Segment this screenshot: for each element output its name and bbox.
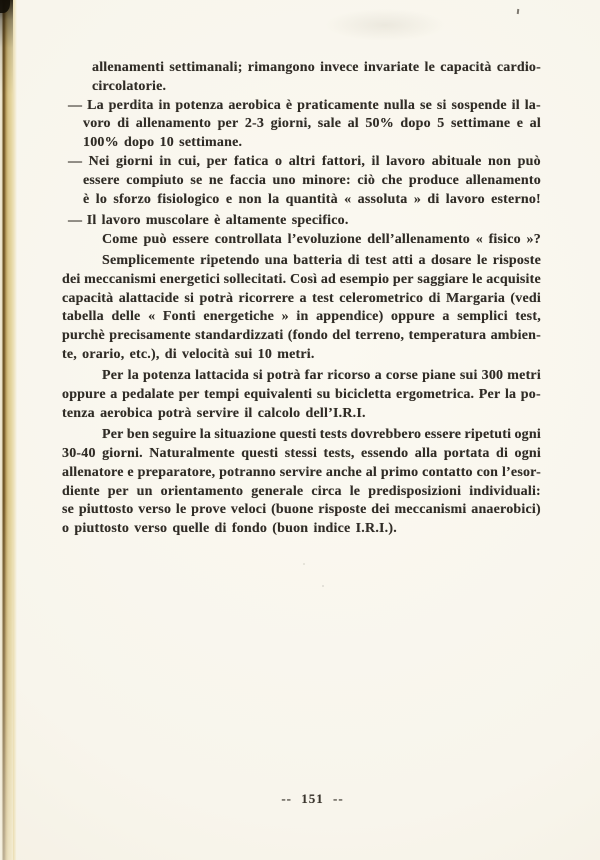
word: metri [507,368,541,384]
word: meccanismi [394,502,467,518]
word: di [347,252,360,268]
word: delle [111,309,141,325]
word: di [428,290,441,306]
word: « [475,231,483,247]
word: a [442,309,450,325]
word: ambien- [490,328,541,344]
word: risposte [492,252,541,268]
line-text: circolatorie. [92,78,167,94]
word: un [136,483,153,499]
word: (buone [271,502,314,518]
word: allenamenti [92,60,165,75]
word: capacità [440,60,492,75]
text-line [62,308,541,327]
word: settimane [450,116,511,132]
word: fatica [233,153,269,169]
word: perdita [108,97,154,113]
word: faccia [229,172,267,188]
word: essere [424,427,462,443]
word: lo [95,191,108,207]
word: sollecitati. [223,271,287,287]
word: sforzo [113,191,152,207]
word: le [349,483,361,499]
word: predisposizioni [368,483,462,499]
text-line [62,231,541,250]
word: anche [325,464,362,480]
word: alla [414,445,438,461]
word: Per [102,368,124,384]
word: minore: [302,172,351,188]
word: verso [138,502,172,518]
word: Fonti [162,309,196,325]
word: esempio [339,271,390,287]
text-line [62,367,541,386]
word: Come [102,231,138,247]
word: orientamento [160,483,244,499]
word: a [374,368,382,384]
word: la [127,368,139,384]
text-line [62,212,541,231]
word: voro [83,116,111,132]
word: potrà [266,368,301,384]
word: batteria [293,252,343,268]
word: dei [371,502,390,518]
word: « [344,191,352,207]
text-line [62,59,541,78]
word: a [110,387,118,403]
scan-speck [517,9,520,14]
word: non [238,191,262,207]
word: veloci [230,502,267,518]
word: standardizzati [195,328,284,344]
word: saggiare [417,271,469,287]
word: (fondo [287,328,328,344]
list-dash: — [68,212,83,228]
word: in [296,309,309,325]
word: se [62,502,75,518]
word: 50% [365,116,394,132]
word: ricorso [327,368,371,384]
word: sospende [451,97,507,113]
word: questi [279,427,317,443]
word: di [427,191,440,207]
text-line [62,271,541,290]
word: primo [380,464,419,480]
word: le [472,271,483,287]
list-dash: — [68,153,83,169]
word: a [299,290,307,306]
word: abituale [431,153,482,169]
word: tabella [62,309,104,325]
word: servire [279,464,323,480]
word: circa [311,483,342,499]
word: acquisite [486,271,541,287]
word: aerobica [228,97,282,113]
word: seguire [152,427,197,443]
page-number: -- 151 -- [281,791,344,806]
word: dopo [400,116,431,132]
word: per [107,483,129,499]
word: semplici [457,309,508,325]
word: ne [208,172,224,188]
word: ricorrere [238,290,295,306]
word: test, [515,309,541,325]
word: se [419,97,433,113]
word: su [316,387,331,403]
word: giorni, [270,116,312,132]
word: fisiologico [157,191,220,207]
word: tests, [323,445,355,461]
word: energetiche [203,309,274,325]
page-gutter-edge [0,0,17,860]
word: invece [320,60,359,75]
word: si [184,290,195,306]
word: atti [392,252,414,268]
word: nulla [383,97,416,113]
word: una [264,252,288,268]
word: è [285,97,293,113]
word: test [312,290,334,306]
word: temperatura [408,328,487,344]
word: test [365,252,387,268]
word: di [495,445,509,461]
word: controllata [214,231,282,247]
line-text: te, orario, etc.), di velocità sui 10 metri. [62,346,315,362]
text-line [62,97,541,116]
text-line [62,78,541,97]
word: si [253,368,263,384]
text-line [62,115,541,134]
word: invariate [363,60,420,75]
word: 30-40 [62,445,96,461]
word: » [413,191,422,207]
word: la [199,427,212,443]
word: Semplicemente [102,252,195,268]
word: allenatore [62,464,124,480]
word: al [365,464,378,480]
word: produce [408,172,460,188]
word: ad [320,271,337,287]
word: ergometrica. [396,387,475,403]
word: ripetendo [200,252,260,268]
word: essendo [361,445,409,461]
text-line [62,252,541,271]
page-text [62,59,541,539]
word: risposte [318,502,367,518]
word: Margaria [445,290,506,306]
word: settimanali; [169,60,243,75]
word: il [371,153,380,169]
word: la [268,191,280,207]
word: per [217,116,239,132]
word: ogni [514,427,541,443]
word: è [83,191,90,207]
scan-speck [303,563,305,565]
scan-smudge [300,2,470,48]
word: per [178,387,200,403]
word: 300 [481,368,504,384]
word: compiuto [126,172,184,188]
word: in [159,153,172,169]
word: prove [191,502,227,518]
word: 5 [437,116,445,132]
text-line [62,153,541,172]
word: portata [443,445,490,461]
word: le [476,252,488,268]
word: dosare [430,252,472,268]
list-dash: — [68,97,83,113]
word: al [529,116,541,132]
word: altri [288,153,316,169]
word: oppure [62,387,106,403]
word: individuali: [469,483,541,499]
word: ben [126,427,150,443]
line-text: Il lavoro muscolare è altamente specifico. [86,212,349,228]
word: esterno! [491,191,541,207]
text-line [62,346,541,365]
word: bicicletta [335,387,392,403]
word: piuttosto [78,502,134,518]
word: Naturalmente [149,445,235,461]
text-line [62,520,541,539]
word: può [517,153,541,169]
text-line [62,386,541,405]
word: per [392,271,414,287]
word: che [381,172,403,188]
word: lavoro [386,153,426,169]
line-text: 100% dopo 10 settimane. [83,135,243,151]
word: giorni [115,153,153,169]
word: la [504,387,517,403]
scan-speck [322,585,324,587]
word: preparatore, [137,464,216,480]
word: diente [62,483,100,499]
word: ciò [357,172,376,188]
word: allenamento [465,172,541,188]
word: potrà [199,290,234,306]
word: le [175,502,187,518]
word: l’esor- [501,464,541,480]
word: (vedi [510,290,541,306]
word: ripetuti [464,427,512,443]
word: » [281,309,289,325]
word: di [117,116,130,132]
text-line [62,405,541,424]
text-line [62,426,541,445]
word: cardio- [496,60,541,75]
word: purchè [62,328,105,344]
word: energetici [159,271,221,287]
word: dell’allenamento [367,231,471,247]
word: essere [172,231,210,247]
word: quantità [285,191,338,207]
word: con [476,464,499,480]
word: terreno, [355,328,405,344]
word: o [275,153,283,169]
line-text: tenza aerobica potrà servire il calcolo dell’I.R.I. [62,405,366,421]
word: capacità [62,290,114,306]
text-line [62,501,541,520]
word: rimangono [247,60,315,75]
word: sui [459,368,478,384]
word: l’evoluzione [287,231,362,247]
word: giorni. [102,445,143,461]
word: uno [272,172,296,188]
word: generale [251,483,304,499]
word: stessi [284,445,318,461]
word: praticamente [297,97,379,113]
word: contatto [422,464,473,480]
word: potranno [219,464,276,480]
text-line [62,172,541,191]
word: e [516,116,524,132]
text-line [62,290,541,309]
text-line [62,445,541,464]
word: celerometrico [339,290,424,306]
word: corse [385,368,419,384]
word: il [511,97,520,113]
word: può [143,231,167,247]
word: « [148,309,156,325]
word: potenza [175,97,224,113]
text-line [62,191,541,210]
word: anaerobici) [471,502,541,518]
word: precisamente [109,328,191,344]
word: alattacide [118,290,180,306]
word: pedalate [122,387,175,403]
word: equivalenti [243,387,313,403]
word: lattacida [195,368,250,384]
word: essere [83,172,120,188]
word: questi [241,445,279,461]
word: Per [478,387,501,403]
word: dei [62,271,81,287]
word: le [424,60,436,75]
word: a [418,252,426,268]
word: lavoro [445,191,485,207]
word: per [206,153,228,169]
word: in [158,97,171,113]
word: situazione [214,427,277,443]
word: la- [524,97,541,113]
word: Nei [88,153,110,169]
word: sale [317,116,342,132]
word: se [190,172,203,188]
word: assoluta [357,191,408,207]
word: Così [289,271,318,287]
word: tests [319,427,348,443]
word: e [127,464,134,480]
word: cui, [177,153,201,169]
word: meccanismi [84,271,157,287]
text-line [62,483,541,502]
word: Per [102,427,124,443]
word: fattori, [321,153,366,169]
word: e [225,191,233,207]
word: 2-3 [244,116,265,132]
word: potenza [143,368,192,384]
word: »? [526,231,541,247]
word: La [87,97,104,113]
line-text: o piuttosto verso quelle di fondo (buon indice I.R.I.). [62,521,397,537]
word: fisico [488,231,521,247]
word: oppure [391,309,435,325]
word: al [347,116,359,132]
word: non [488,153,512,169]
word: allenamento [135,116,212,132]
text-line [62,134,541,153]
word: appendice) [316,309,384,325]
word: far [304,368,324,384]
word: piane [422,368,456,384]
word: po- [520,387,541,403]
word: del [332,328,351,344]
text-line [62,327,541,346]
word: si [436,97,447,113]
word: tempi [204,387,240,403]
word: dovrebbero [350,427,422,443]
text-line [62,464,541,483]
word: ogni [514,445,541,461]
